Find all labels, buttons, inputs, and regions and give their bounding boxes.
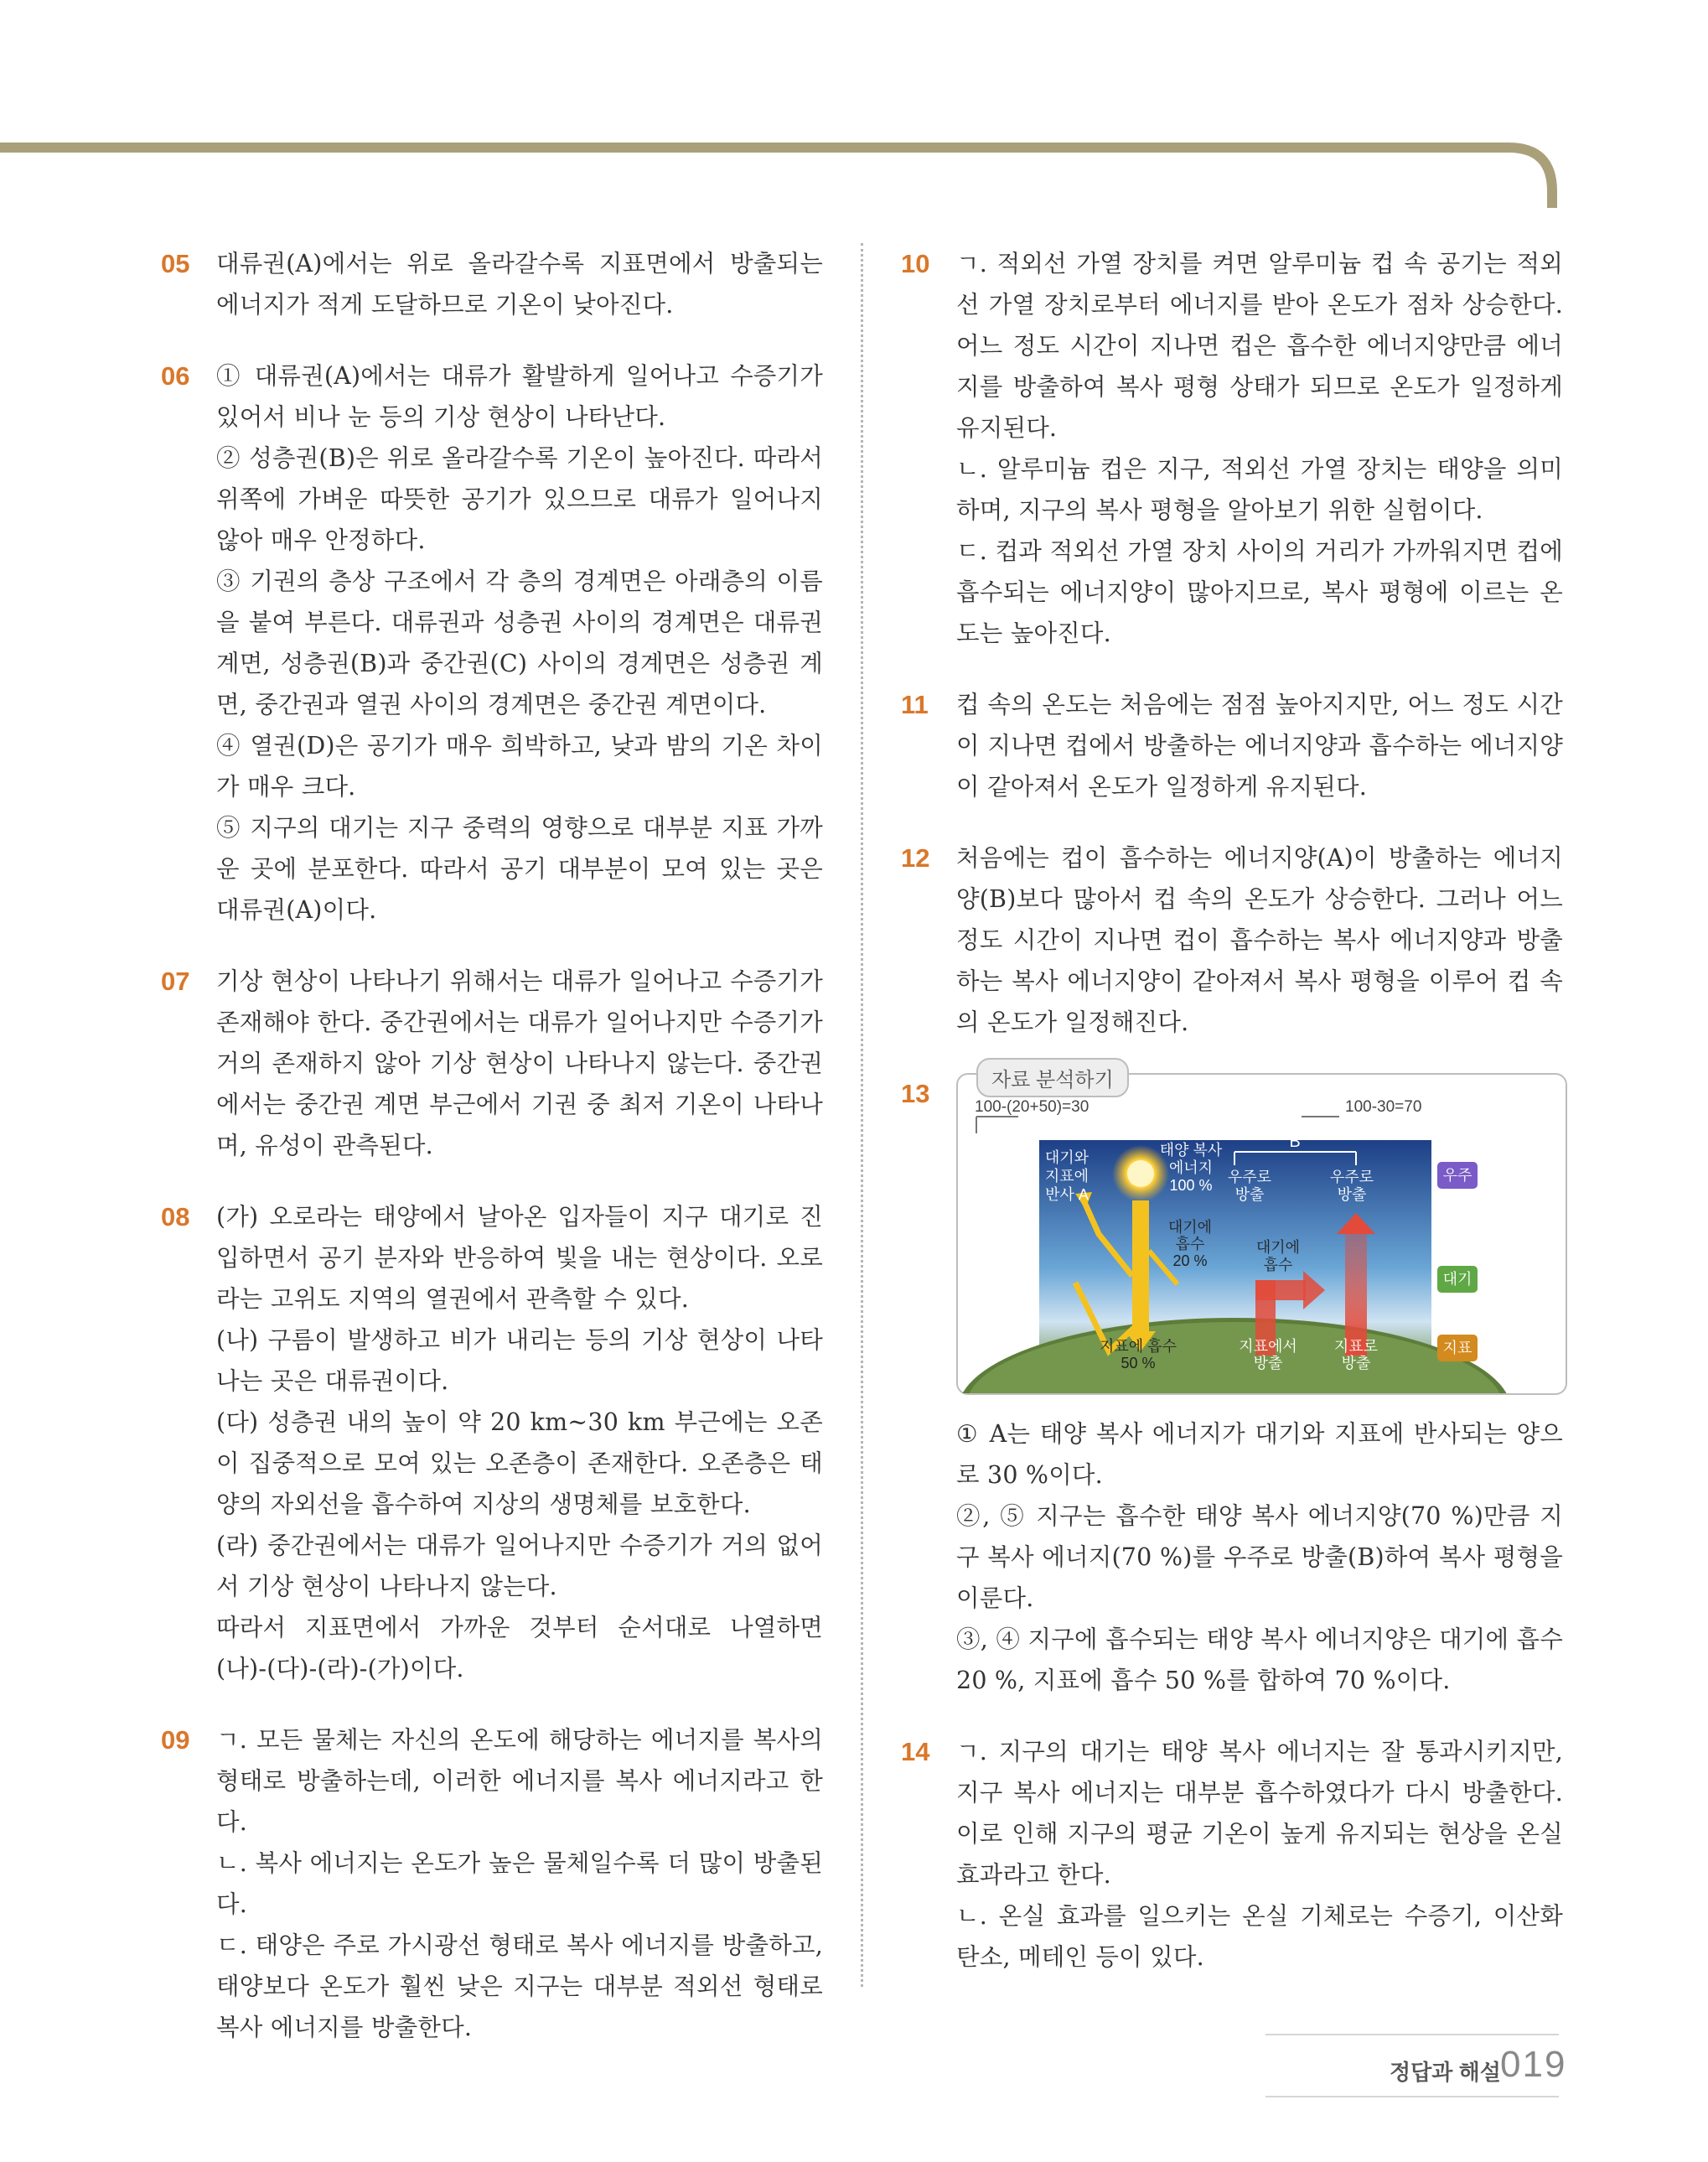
figure-label: 100-(20+50)=30 — [975, 1098, 1089, 1116]
explanation-text: ㄱ. 적외선 가열 장치를 켜면 알루미늄 컵 속 공기는 적외선 가열 장치로부터 에너지를 받아 온도가 점차 상승한다. 어느 정도 시간이 지나면 컵은 흡수한 에너지양만큼 에너지를 방출하여 복사 평형 상태가 되므로 온도가 일정하게 유지된다. — [956, 250, 1563, 442]
tag-atmosphere-label: 대기 — [1442, 1271, 1473, 1288]
answer-item — [901, 684, 1563, 807]
question-number: 05 — [161, 249, 190, 278]
explanation-text: ㄷ. 태양은 주로 가시광선 형태로 복사 에너지를 방출하고, 태양보다 온도가 훨씬 낮은 지구는 대부분 적외선 형태로 복사 에너지를 방출한다. — [216, 1931, 823, 2041]
page-number: 019 — [1500, 2044, 1567, 2085]
explanation-text: 따라서 지표면에서 가까운 것부터 순서대로 나열하면 (나)-(다)-(라)-(가)이다. — [216, 1614, 823, 1682]
explanation-text: ㄷ. 컵과 적외선 가열 장치 사이의 거리가 가까워지면 컵에 흡수되는 에너지양이 많아지므로, 복사 평형에 이르는 온도는 높아진다. — [956, 537, 1563, 647]
footer-title: 정답과 해설 — [1390, 2060, 1501, 2085]
figure-label: B — [1289, 1133, 1301, 1151]
tag-space-label: 우주 — [1442, 1167, 1473, 1184]
left-column — [161, 243, 823, 2078]
figure-label: 반사 A — [1045, 1186, 1089, 1203]
explanation-text: ②, ⑤ 지구는 흡수한 태양 복사 에너지양(70 %)만큼 지구 복사 에너지(70 %)를 우주로 방출(B)하여 복사 평형을 이룬다. — [956, 1502, 1563, 1612]
figure-tab: 자료 분석하기 — [976, 1058, 1129, 1097]
question-number: 13 — [901, 1079, 930, 1108]
space-emission-arrow — [1345, 1230, 1367, 1356]
figure-label: 100-30=70 — [1345, 1098, 1422, 1116]
tag-ground-label: 지표 — [1442, 1340, 1473, 1356]
question-number: 14 — [901, 1737, 930, 1766]
answer-item — [161, 355, 823, 931]
sun-core — [1127, 1160, 1154, 1187]
figure-label: 20 % — [1172, 1252, 1208, 1269]
figure-label: 지표에 흡수 — [1100, 1338, 1177, 1355]
explanation-text: ㄴ. 알루미늄 컵은 지구, 적외선 가열 장치는 태양을 의미하며, 지구의 복사 평형을 알아보기 위한 실험이다. — [956, 455, 1563, 524]
answer-item — [901, 1731, 1563, 1978]
explanation-text: 대류권(A)에서는 위로 올라갈수록 지표면에서 방출되는 에너지가 적게 도달하므로 기온이 낮아진다. — [216, 250, 823, 319]
question-number: 09 — [161, 1725, 190, 1755]
figure-label: 대기와 — [1044, 1149, 1089, 1166]
answer-item — [901, 837, 1563, 1043]
answer-item — [161, 1196, 823, 1689]
figure-label: 방출 — [1341, 1355, 1371, 1371]
answer-item — [161, 243, 823, 325]
footer-rule-top — [1265, 2034, 1559, 2035]
answer-item — [901, 1069, 1563, 1701]
explanation-text: ⑤ 지구의 대기는 지구 중력의 영향으로 대부분 지표 가까운 곳에 분포한다. 따라서 공기 대부분이 모여 있는 곳은 대류권(A)이다. — [216, 814, 823, 924]
figure-label: 지표로 — [1333, 1338, 1379, 1355]
explanation-text: (다) 성층권 내의 높이 약 20 km~30 km 부근에는 오존이 집중적으로 모여 있는 오존층이 존재한다. 오존층은 태양의 자외선을 흡수하여 지상의 생명체를 보호한다. — [216, 1408, 823, 1518]
figure-label: 방출 — [1337, 1186, 1367, 1203]
explanation-text: (라) 중간권에서는 대류가 일어나지만 수증기가 거의 없어서 기상 현상이 나타나지 않는다. — [216, 1532, 823, 1600]
question-number: 06 — [161, 361, 190, 391]
figure-label: 대기에 — [1167, 1219, 1213, 1236]
explanation-text: ① 대류권(A)에서는 대류가 활발하게 일어나고 수증기가 있어서 비나 눈 등의 기상 현상이 나타난다. — [216, 362, 823, 431]
question-number: 10 — [901, 249, 930, 278]
explanation-text: (가) 오로라는 태양에서 날아온 입자들이 지구 대기로 진입하면서 공기 분자와 반응하여 빛을 내는 현상이다. 오로라는 고위도 지역의 열권에서 관측할 수 있다. — [216, 1203, 823, 1313]
footer-rule-bottom — [1265, 2096, 1559, 2097]
figure-label: 대기에 — [1255, 1239, 1301, 1256]
radiation-balance-figure — [956, 1069, 1567, 1395]
figure-label: 흡수 — [1175, 1236, 1205, 1252]
figure-label: 흡수 — [1263, 1257, 1293, 1273]
figure-label: 우주로 — [1329, 1169, 1374, 1185]
energy-budget-diagram — [958, 1075, 1566, 1393]
explanation-text: ① A는 태양 복사 에너지가 대기와 지표에 반사되는 양으로 30 %이다. — [956, 1420, 1563, 1489]
explanation-text: ④ 열권(D)은 공기가 매우 희박하고, 낮과 밤의 기온 차이가 매우 크다. — [216, 732, 823, 801]
explanation-text: 기상 현상이 나타나기 위해서는 대류가 일어나고 수증기가 존재해야 한다. 중간권에서는 대류가 일어나지만 수증기가 거의 존재하지 않아 기상 현상이 나타나지 않는다. 중간권에서는 중간권 계면 부근에서 기권 중 최저 기온이 나타나며, 유성이 관측된다. — [216, 967, 823, 1159]
top-rule — [0, 0, 1708, 218]
figure-label: 지표에서 — [1239, 1338, 1297, 1355]
question-number: 11 — [901, 690, 929, 719]
explanation-text: ③, ④ 지구에 흡수되는 태양 복사 에너지양은 대기에 흡수 20 %, 지표에 흡수 50 %를 합하여 70 %이다. — [956, 1625, 1563, 1694]
question-number: 08 — [161, 1202, 190, 1231]
explanation-text: ② 성층권(B)은 위로 올라갈수록 기온이 높아진다. 따라서 위쪽에 가벼운 따뜻한 공기가 있으므로 대류가 일어나지 않아 매우 안정하다. — [216, 444, 823, 554]
question-number: 12 — [901, 843, 930, 873]
answer-item — [901, 243, 1563, 654]
explanation-text: ③ 기권의 층상 구조에서 각 층의 경계면은 아래층의 이름을 붙여 부른다. 대류권과 성층권 사이의 경계면은 대류권 계면, 성층권(B)과 중간권(C) 사이의 경계면은 성층권 계면, 중간권과 열권 사이의 경계면은 중간권 계면이다. — [216, 568, 823, 718]
explanation-text: ㄴ. 복사 에너지는 온도가 높은 물체일수록 더 많이 방출된다. — [216, 1849, 823, 1918]
figure-label: 100 % — [1169, 1177, 1213, 1194]
answer-item — [161, 1719, 823, 2048]
figure-label: 50 % — [1121, 1355, 1156, 1371]
figure-label: 우주로 — [1227, 1169, 1272, 1185]
figure-label: 지표에 — [1044, 1168, 1089, 1185]
figure-label: 방출 — [1234, 1186, 1265, 1203]
explanation-text: 처음에는 컵이 흡수하는 에너지양(A)이 방출하는 에너지양(B)보다 많아서 컵 속의 온도가 상승한다. 그러나 어느 정도 시간이 지나면 컵이 흡수하는 복사 에너지양과 방출하는 복사 에너지양이 같아져서 복사 평형을 이루어 컵 속의 온도가 일정해진다. — [956, 844, 1563, 1036]
question-number: 07 — [161, 967, 190, 996]
answer-item — [161, 961, 823, 1166]
ground-emission-arrow — [1255, 1280, 1306, 1300]
figure-label: 방출 — [1253, 1355, 1283, 1371]
figure-label: 에너지 — [1168, 1159, 1214, 1176]
explanation-text: ㄴ. 온실 효과를 일으키는 온실 기체로는 수증기, 이산화 탄소, 메테인 등이 있다. — [956, 1902, 1563, 1971]
solar-beam — [1132, 1200, 1149, 1335]
explanation-text: ㄱ. 지구의 대기는 태양 복사 에너지는 잘 통과시키지만, 지구 복사 에너지는 대부분 흡수하였다가 다시 방출한다. 이로 인해 지구의 평균 기온이 높게 유지되는 현상을 온실 효과라고 한다. — [956, 1738, 1563, 1889]
explanation-text: ㄱ. 모든 물체는 자신의 온도에 해당하는 에너지를 복사의 형태로 방출하는데, 이러한 에너지를 복사 에너지라고 한다. — [216, 1726, 823, 1836]
column-divider — [861, 243, 863, 1987]
right-column — [901, 243, 1563, 2008]
explanation-text: 컵 속의 온도는 처음에는 점점 높아지지만, 어느 정도 시간이 지나면 컵에서 방출하는 에너지양과 흡수하는 에너지양이 같아져서 온도가 일정하게 유지된다. — [956, 691, 1563, 801]
figure-label: 태양 복사 — [1159, 1142, 1223, 1159]
explanation-text: (나) 구름이 발생하고 비가 내리는 등의 기상 현상이 나타나는 곳은 대류권이다. — [216, 1326, 823, 1395]
